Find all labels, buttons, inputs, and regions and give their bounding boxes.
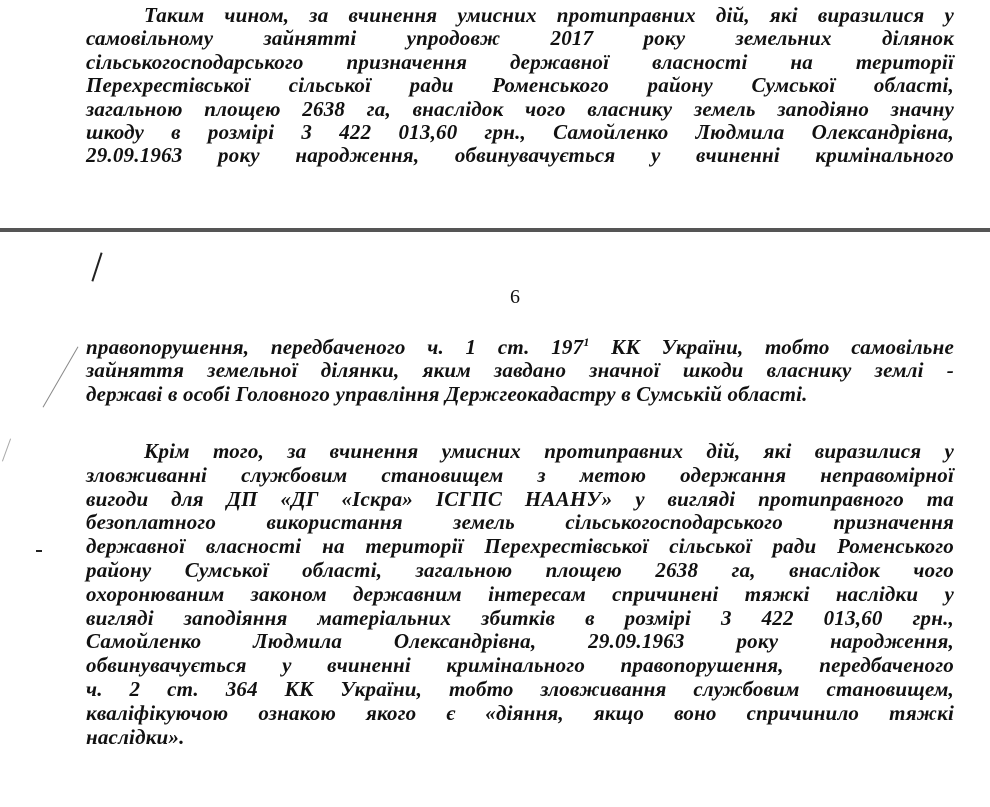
text-line: наслідки». xyxy=(86,724,185,749)
text-line: загальною площею 2638 га, внаслідок чого власнику земель заподіяно значну xyxy=(86,96,954,121)
text-line: охоронюваним законом державним інтересам спричинені тяжкі наслідки у xyxy=(86,581,954,606)
text-line: кваліфікуючою ознакою якого є «діяння, якщо воно спричинило тяжкі xyxy=(86,700,954,725)
text-line: Самойленко Людмила Олександрівна, 29.09.1963 року народження, xyxy=(86,629,954,654)
text-segment: КК України, тобто самовільне xyxy=(589,335,954,359)
superscript: 1 xyxy=(583,335,590,349)
text-segment: правопорушення, передбаченого ч. 1 ст. 197 xyxy=(86,335,584,359)
text-line: сільськогосподарського призначення державної власності на території xyxy=(86,49,954,74)
scan-artifact-stroke xyxy=(91,252,102,281)
top-paragraph xyxy=(86,4,954,168)
page-number: 6 xyxy=(510,286,520,308)
paragraph-charge-two xyxy=(86,440,954,749)
text-line: 29.09.1963 року народження, обвинувачується у вчиненні кримінального xyxy=(86,143,954,168)
scan-artifact-stroke xyxy=(43,346,79,407)
text-line: обвинувачується у вчиненні кримінального правопорушення, передбаченого xyxy=(86,653,954,678)
text-line-with-superscript xyxy=(86,336,954,359)
text-line: вигоди для ДП «ДГ «Іскра» ІСГПС НААНУ» у вигляді протиправного та xyxy=(86,486,954,511)
text-line: Таким чином, за вчинення умисних протиправних дій, які виразилися у xyxy=(144,3,954,27)
text-line: Крім того, за вчинення умисних протиправних дій, які виразилися у xyxy=(144,439,954,463)
text-line: зловживанні службовим становищем з метою одержання неправомірної xyxy=(86,462,954,487)
text-line: шкоду в розмірі 3 422 013,60 грн., Самойленко Людмила Олександрівна, xyxy=(86,120,954,145)
text-line: державної власності на території Перехрестівської сільської ради Роменського xyxy=(86,534,954,559)
text-line: державі в особі Головного управління Держгеокадастру в Сумській області. xyxy=(86,381,808,406)
text-line: вигляді заподіяння матеріальних збитків в розмірі 3 422 013,60 грн., xyxy=(86,605,954,630)
text-line: зайняття земельної ділянки, яким завдано значної шкоди власнику землі - xyxy=(86,358,954,383)
document-page-top xyxy=(0,0,990,228)
paragraph-continuation xyxy=(86,336,954,406)
text-line: Перехрестівської сільської ради Роменського району Сумської області, xyxy=(86,73,954,98)
scan-artifact-stroke xyxy=(2,439,11,462)
text-line: безоплатного використання земель сільськогосподарського призначення xyxy=(86,510,954,535)
scan-artifact-dash xyxy=(36,550,42,552)
text-line: самовільному зайнятті упродовж 2017 року земельних ділянок xyxy=(86,26,954,51)
text-line: ч. 2 ст. 364 КК України, тобто зловживання службовим становищем, xyxy=(86,676,954,701)
text-line: району Сумської області, загальною площею 2638 га, внаслідок чого xyxy=(86,557,954,582)
